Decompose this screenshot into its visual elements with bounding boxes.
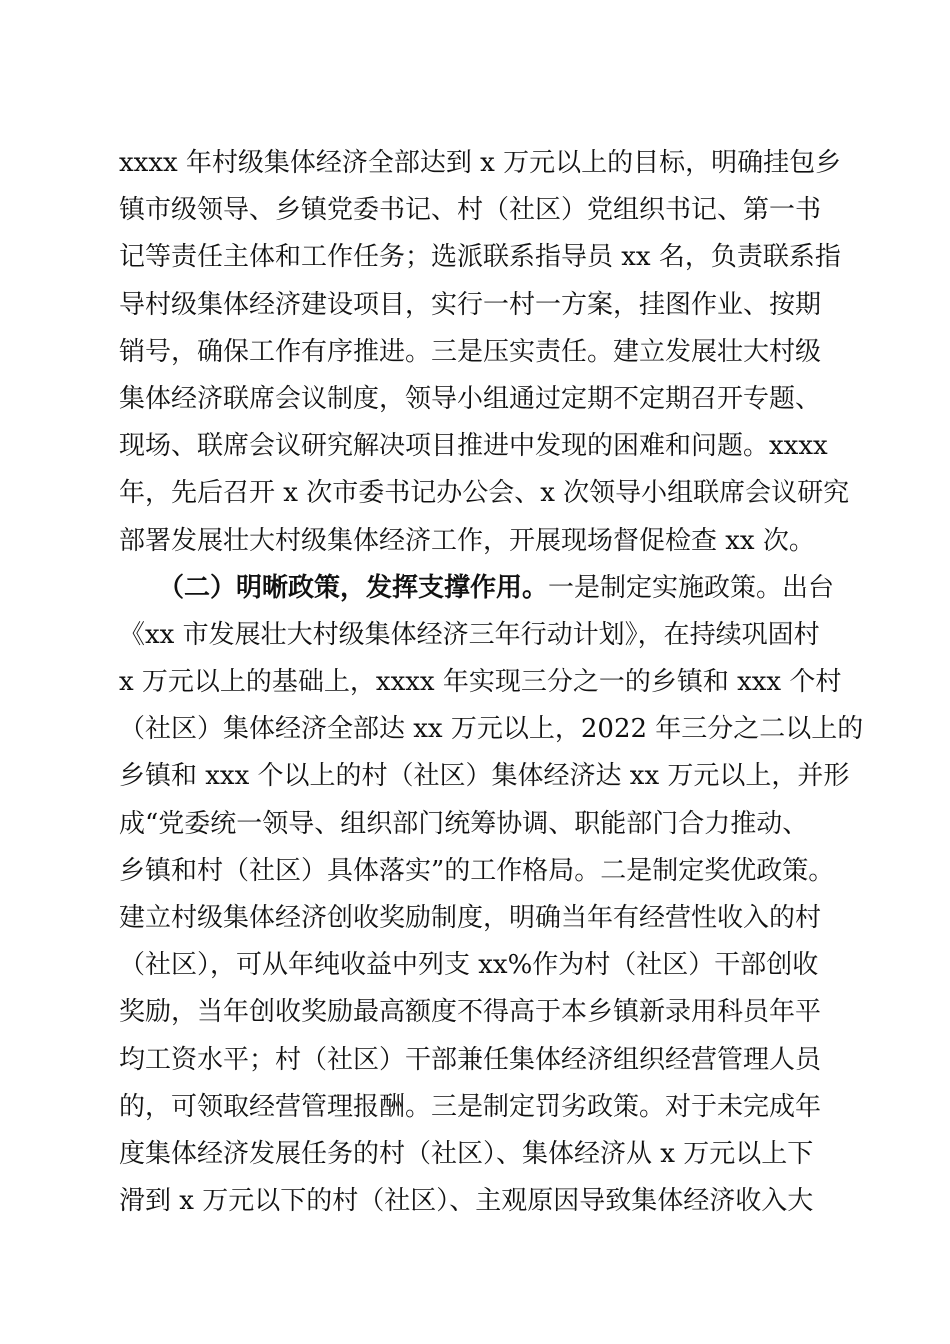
text-line: 乡镇和 xxx 个以上的村（社区）集体经济达 xx 万元以上，并形	[119, 761, 850, 792]
text-line: 《xx 市发展壮大村级集体经济三年行动计划》，在持续巩固村	[119, 619, 820, 650]
text-line: （社区），可从年纯收益中列支 xx%作为村（社区）干部创收	[119, 950, 819, 981]
text-line: 集体经济联席会议制度，领导小组通过定期不定期召开专题、	[119, 383, 822, 414]
text-line: 均工资水平；村（社区）干部兼任集体经济组织经营管理人员	[119, 1044, 822, 1075]
text-line: x 万元以上的基础上，xxxx 年实现三分之一的乡镇和 xxx 个村	[119, 667, 842, 698]
text-line: 奖励，当年创收奖励最高额度不得高于本乡镇新录用科员年平	[119, 997, 822, 1028]
body-text	[119, 140, 864, 1225]
text-line: 成“党委统一领导、组织部门统筹协调、职能部门合力推动、	[119, 808, 809, 839]
text-line: 部署发展壮大村级集体经济工作，开展现场督促检查 xx 次。	[119, 525, 815, 556]
section-heading: （二）明晰政策，发挥支撑作用。	[171, 572, 549, 603]
text-span: 一是制定实施政策。出台	[548, 572, 835, 603]
text-line: （社区）集体经济全部达 xx 万元以上，2022 年三分之二以上的	[119, 714, 864, 745]
text-line: 乡镇和村（社区）具体落实”的工作格局。二是制定奖优政策。	[119, 855, 835, 886]
text-line: 导村级集体经济建设项目，实行一村一方案，挂图作业、按期	[119, 289, 822, 320]
text-line: 的，可领取经营管理报酬。三是制定罚劣政策。对于未完成年	[119, 1091, 822, 1122]
text-line: xxxx 年村级集体经济全部达到 x 万元以上的目标，明确挂包乡	[119, 148, 842, 178]
text-line: 记等责任主体和工作任务；选派联系指导员 xx 名，负责联系指	[119, 242, 841, 273]
text-line: 销号，确保工作有序推进。三是压实责任。建立发展壮大村级	[119, 336, 822, 367]
text-line: 滑到 x 万元以下的村（社区）、主观原因导致集体经济收入大	[119, 1186, 814, 1217]
text-line: 度集体经济发展任务的村（社区）、集体经济从 x 万元以上下	[119, 1138, 814, 1169]
text-line: 镇市级领导、乡镇党委书记、村（社区）党组织书记、第一书	[119, 195, 822, 226]
text-line: 建立村级集体经济创收奖励制度，明确当年有经营性收入的村	[119, 903, 822, 933]
text-line	[119, 565, 839, 612]
text-line: 现场、联席会议研究解决项目推进中发现的困难和问题。xxxx	[119, 431, 828, 462]
text-line: 年，先后召开 x 次市委书记办公会、x 次领导小组联席会议研究	[119, 478, 850, 509]
